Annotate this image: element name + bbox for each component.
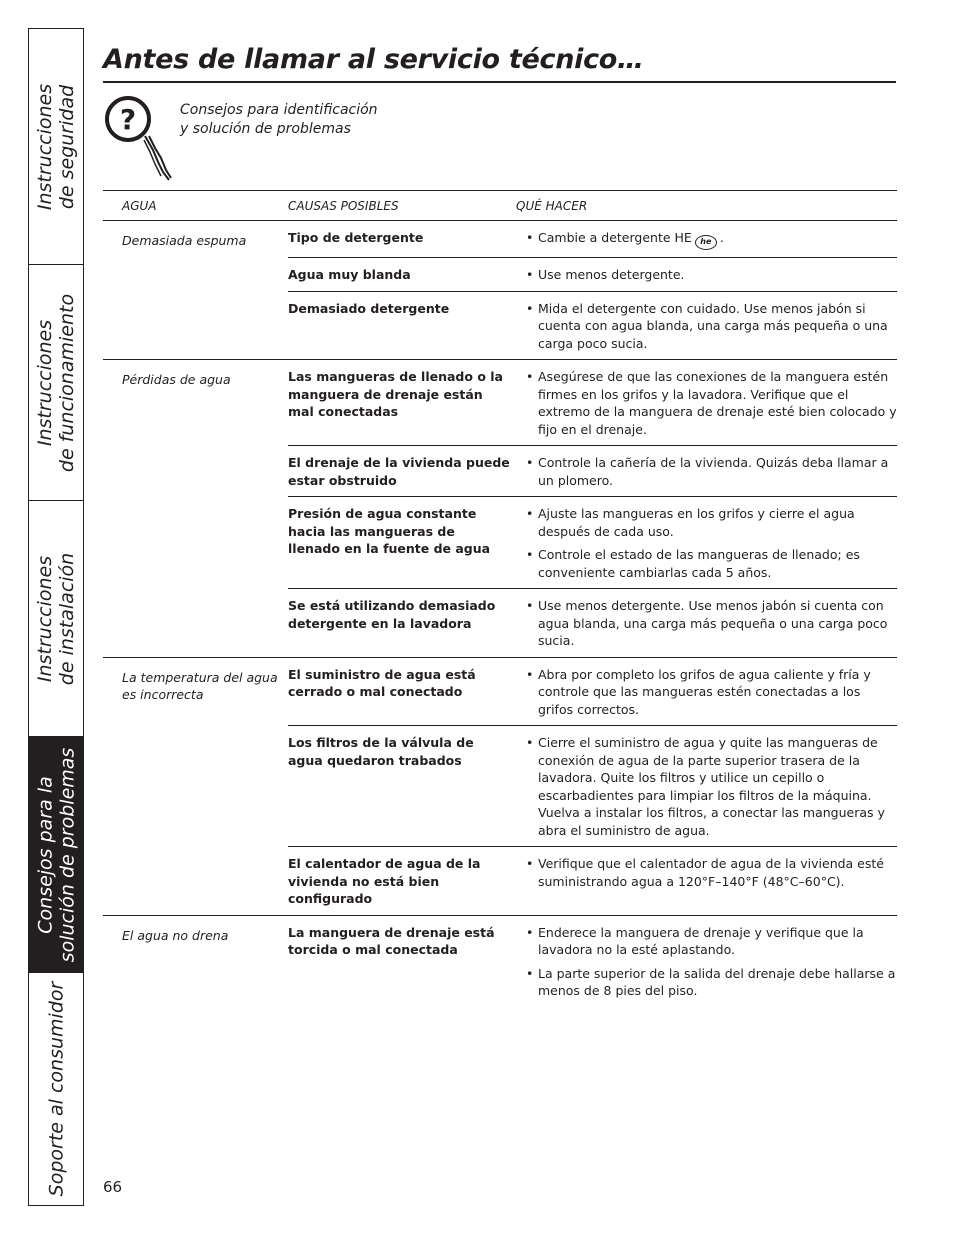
tab-label: Consejos para la — [34, 775, 57, 934]
action-text: Mida el detergente con cuidado. Use menos jabón si cuenta con agua blanda, una carga más pequeña o una carga poco sucia. — [538, 300, 888, 351]
cause-text: Presión de agua constante hacia las mangueras de llenado en la fuente de agua — [288, 506, 491, 556]
problem-label: La temperatura del agua es incorrecta — [122, 669, 278, 702]
action-item: • La parte superior de la salida del drenaje debe hallarse a menos de 8 pies del piso. — [526, 965, 896, 998]
section-tabs — [28, 28, 84, 1206]
troubleshooting-table — [103, 190, 897, 1007]
problem-label: Demasiada espuma — [122, 233, 247, 248]
page-title: Antes de llamar al servicio técnico… — [103, 44, 644, 75]
action-item: • Controle la cañería de la vivienda. Quizás deba llamar a un plomero. — [526, 455, 889, 488]
action-text: Use menos detergente. — [538, 267, 685, 282]
subtitle-line: Consejos para identificación — [180, 102, 378, 118]
tab-label: Instrucciones — [34, 319, 57, 446]
action-text: Controle el estado de las mangueras de llenado; es conveniente cambiarlas cada 5 años. — [538, 547, 860, 580]
tab-label: de seguridad — [56, 84, 78, 209]
cause-text: Los filtros de la válvula de agua quedaron trabados — [288, 735, 474, 768]
problem-group — [103, 916, 897, 1007]
header-actions: QUÉ HACER — [516, 198, 588, 213]
action-item: • Enderece la manguera de drenaje y verifique que la lavadora no la esté aplastando. — [526, 924, 864, 957]
problem-label: Pérdidas de agua — [122, 372, 231, 387]
action-text: Abra por completo los grifos de agua caliente y fría y controle que las mangueras estén conectadas a los grifos correctos. — [538, 666, 871, 717]
cause-text: El suministro de agua está cerrado o mal conectado — [288, 666, 476, 699]
problem-group — [103, 360, 897, 658]
table-row — [288, 292, 897, 360]
action-text: Cierre el suministro de agua y quite las mangueras de conexión de agua de la parte superior trasera de la lavadora. Quite los filtros y utilice un cepillo o escarbadientes para limpiar los filtros de la máquina. Vuelva a instalar los filtros, a conectar las mangueras y abra el suministro de agua. — [538, 735, 885, 838]
cause-text: La manguera de drenaje está torcida o mal conectada — [288, 924, 495, 957]
svg-text:?: ? — [119, 103, 137, 136]
table-row — [288, 497, 897, 589]
cause-text: Agua muy blanda — [288, 267, 411, 282]
tab-label: Instrucciones — [34, 555, 57, 682]
problem-group — [103, 221, 897, 360]
action-item: • Cierre el suministro de agua y quite las mangueras de conexión de agua de la parte superior trasera de la lavadora. Quite los filtros y utilice un cepillo o escarbadientes para limpiar los filtros de la máquina. Vuelva a instalar los filtros, a conectar las mangueras y abra el suministro de agua. — [526, 735, 885, 838]
tab-label: solución de problemas — [56, 747, 79, 962]
action-text: Cambie a detergente HE — [538, 230, 692, 245]
table-row — [288, 589, 897, 657]
action-item: • Abra por completo los grifos de agua caliente y fría y controle que las mangueras estén conectadas a los grifos correctos. — [526, 666, 871, 717]
action-item: • Ajuste las mangueras en los grifos y cierre el agua después de cada uso. — [526, 506, 855, 539]
cause-text: Tipo de detergente — [288, 230, 424, 245]
action-text: Enderece la manguera de drenaje y verifique que la lavadora no la esté aplastando. — [538, 924, 864, 957]
tab-label: de instalación — [56, 552, 79, 685]
tab-label: Instrucciones — [34, 83, 56, 210]
tab-solucion-problemas[interactable] — [29, 737, 83, 973]
tab-instalacion[interactable] — [29, 501, 83, 737]
action-text: Use menos detergente. Use menos jabón si cuenta con agua blanda, una carga más pequeña o una carga poco sucia. — [538, 598, 888, 648]
table-row — [288, 221, 897, 258]
table-row — [288, 847, 897, 915]
tab-seguridad[interactable] — [29, 29, 83, 265]
action-item: • Mida el detergente con cuidado. Use menos jabón si cuenta con agua blanda, una carga más pequeña o una carga poco sucia. — [526, 300, 888, 351]
table-header — [103, 190, 897, 221]
question-magnifier-icon — [103, 92, 175, 184]
cause-text: Las mangueras de llenado o la manguera de drenaje están mal conectadas — [288, 369, 503, 419]
action-text: La parte superior de la salida del drenaje debe hallarse a menos de 8 pies del piso. — [538, 965, 896, 998]
action-text: . — [719, 230, 724, 245]
cause-text: El calentador de agua de la vivienda no está bien configurado — [288, 856, 481, 906]
tab-label: de funcionamiento — [56, 293, 79, 472]
action-item: • Verifique que el calentador de agua de la vivienda esté suministrando agua a 120°F–140°F (48°C–60°C). — [526, 856, 884, 889]
action-item: • Use menos detergente. — [526, 267, 685, 282]
header-problem: AGUA — [122, 198, 157, 213]
table-row — [288, 258, 897, 292]
he-logo-icon: he — [695, 235, 717, 250]
tab-funcionamiento[interactable] — [29, 265, 83, 501]
tab-soporte[interactable] — [29, 973, 83, 1205]
action-item: • Use menos detergente. Use menos jabón si cuenta con agua blanda, una carga más pequeña o una carga poco sucia. — [526, 598, 888, 648]
cause-text: Se está utilizando demasiado detergente en la lavadora — [288, 598, 496, 631]
header-causes: CAUSAS POSIBLES — [288, 198, 399, 213]
tab-label: Soporte al consumidor — [45, 981, 68, 1197]
cause-text: Demasiado detergente — [288, 300, 450, 316]
action-text: Controle la cañería de la vivienda. Quizás deba llamar a un plomero. — [538, 455, 889, 488]
action-text: Verifique que el calentador de agua de la vivienda esté suministrando agua a 120°F–140°F (48°C–60°C). — [538, 856, 884, 889]
table-row — [288, 726, 897, 847]
action-item: • Asegúrese de que las conexiones de la manguera estén firmes en los grifos y la lavadora. Verifique que el extremo de la manguera de drenaje esté bien colocado y fijo en el drenaje. — [526, 369, 897, 437]
action-item: • Controle el estado de las mangueras de llenado; es conveniente cambiarlas cada 5 años. — [526, 547, 860, 580]
action-text: Ajuste las mangueras en los grifos y cierre el agua después de cada uso. — [538, 506, 855, 539]
table-row — [288, 658, 897, 727]
subtitle-line: y solución de problemas — [180, 121, 351, 137]
title-divider — [103, 81, 896, 83]
action-text: Asegúrese de que las conexiones de la manguera estén firmes en los grifos y la lavadora. Verifique que el extremo de la manguera de drenaje esté bien colocado y fijo en el drenaje. — [538, 369, 897, 437]
page-number: 66 — [103, 1178, 123, 1196]
table-row — [288, 360, 897, 446]
table-row — [288, 916, 897, 1007]
problem-label: El agua no drena — [122, 927, 229, 943]
cause-text: El drenaje de la vivienda puede estar obstruido — [288, 455, 510, 488]
problem-group — [103, 658, 897, 916]
action-item: • Cambie a detergente HE he . — [516, 229, 897, 250]
table-row — [288, 446, 897, 497]
page-subtitle — [180, 101, 378, 139]
